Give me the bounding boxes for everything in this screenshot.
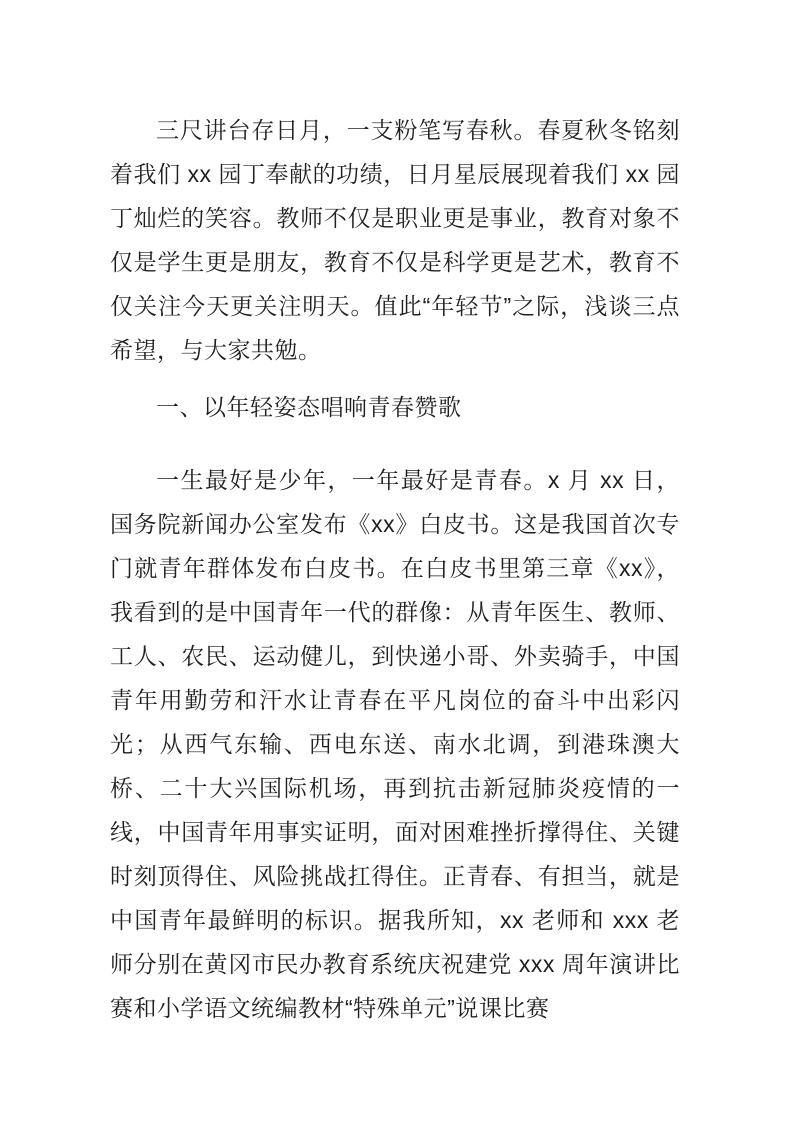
- intro-paragraph: 三尺讲台存日月，一支粉笔写春秋。春夏秋冬铭刻着我们 xx 园丁奉献的功绩，日月星辰展现着我们 xx 园丁灿烂的笑容。教师不仅是职业更是事业，教育对象不仅是学生更是朋友，教育不仅是科学更是艺术，教育不仅关注今天更关注明天。值此“年轻节”之际，浅谈三点希望，与大家共勉。: [110, 117, 680, 363]
- section-heading-1: 一、以年轻姿态唱响青春赞歌: [156, 394, 462, 420]
- section-1-paragraph: 一生最好是少年，一年最好是青春。x 月 xx 日，国务院新闻办公室发布《xx》白皮书。这是我国首次专门就青年群体发布白皮书。在白皮书里第三章《xx》，我看到的是中国青年一代的群像：从青年医生、教师、工人、农民、运动健儿，到快递小哥、外卖骑手，中国青年用勤劳和汗水让青春在平凡岗位的奋斗中出彩闪光；从西气东输、西电东送、南水北调，到港珠澳大桥、二十大兴国际机场，再到抗击新冠肺炎疫情的一线，中国青年用事实证明，面对困难挫折撑得住、关键时刻顶得住、风险挑战扛得住。正青春、有担当，就是中国青年最鲜明的标识。据我所知，xx 老师和 xxx 老师分别在黄冈市民办教育系统庆祝建党 xxx 周年演讲比赛和小学语文统编教材“特殊单元”说课比赛: [110, 467, 680, 1021]
